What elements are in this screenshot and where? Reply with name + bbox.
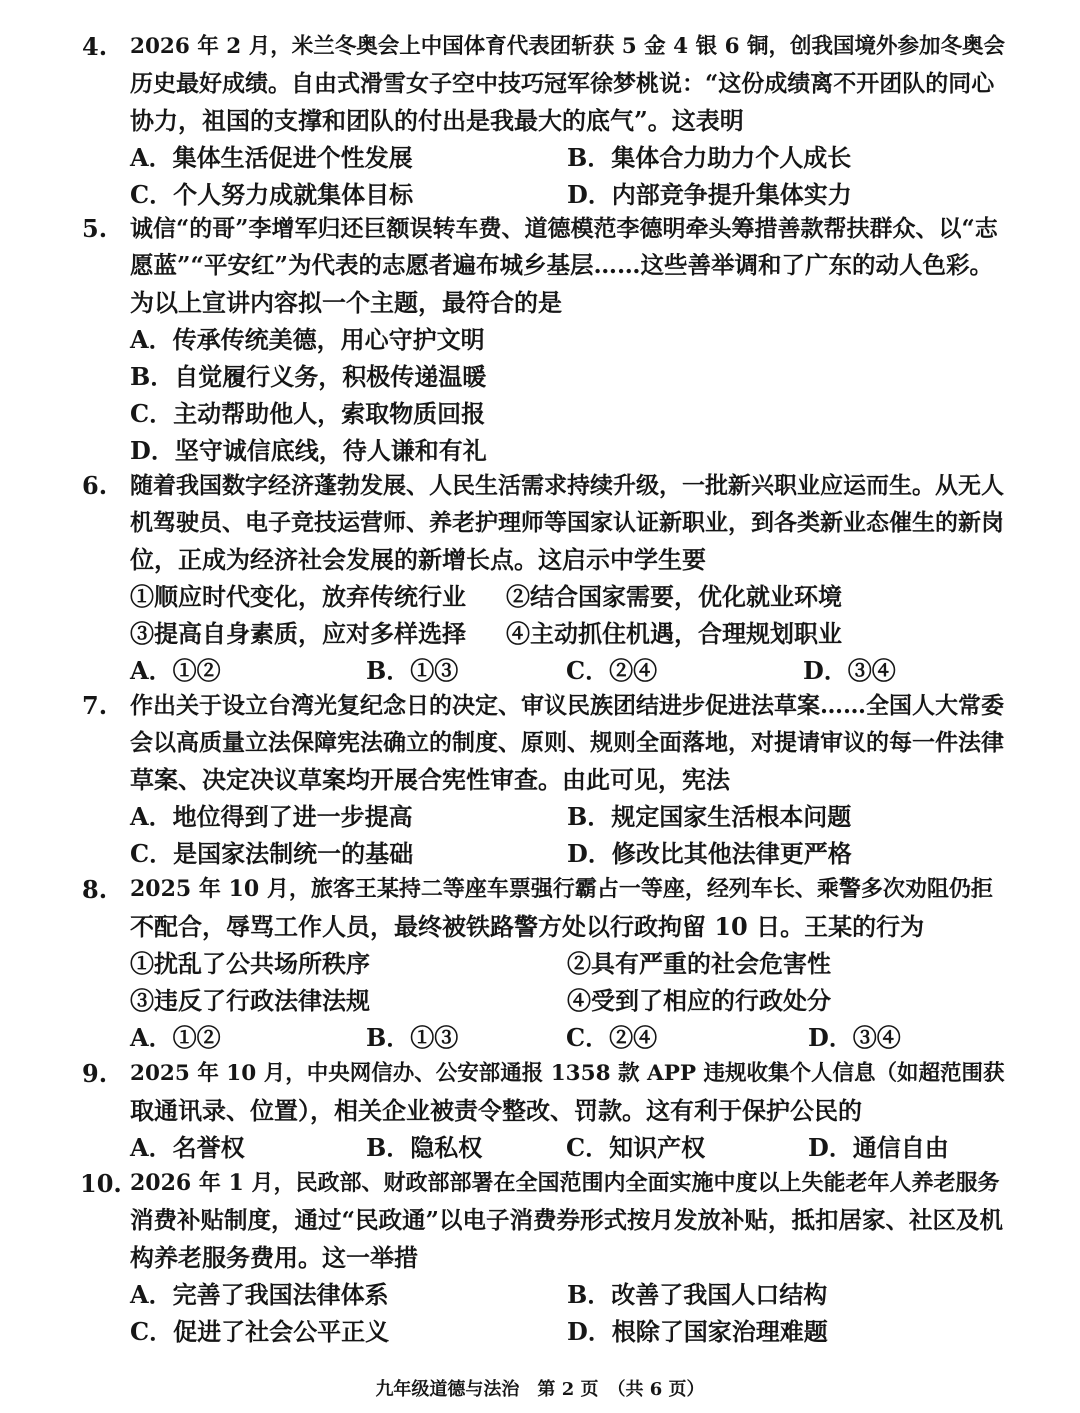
question-stem xyxy=(130,1055,1010,1129)
options-row xyxy=(0,798,1080,835)
statements-row xyxy=(0,615,1080,652)
question-number: 9. xyxy=(82,1059,108,1088)
statement-1: ①扰乱了公共场所秩序 xyxy=(130,949,370,978)
stem-line: 草案、决定决议草案均开展合宪性审查。由此可见，宪法 xyxy=(130,765,730,794)
stem-line: 历史最好成绩。自由式滑雪女子空中技巧冠军徐梦桃说：“这份成绩离不开团队的同心 xyxy=(130,70,995,97)
statement-1: ①顺应时代变化，放弃传统行业 xyxy=(130,582,466,611)
options-row xyxy=(0,1313,1080,1350)
statements-row xyxy=(0,982,1080,1019)
option-b[interactable]: B．集体合力助力个人成长 xyxy=(567,143,852,172)
statement-3: ③提高自身素质，应对多样选择 xyxy=(130,619,466,648)
options-row xyxy=(0,1129,1080,1166)
option-a[interactable]: A．地位得到了进一步提高 xyxy=(130,802,413,831)
statements-row xyxy=(0,945,1080,982)
options-row xyxy=(0,395,1080,432)
question-number: 6. xyxy=(82,471,108,500)
statement-2: ②结合国家需要，优化就业环境 xyxy=(506,582,842,611)
question-number: 5. xyxy=(82,214,108,243)
question-stem xyxy=(130,210,1010,321)
options-row xyxy=(0,176,1080,213)
stem-line: 消费补贴制度，通过“民政通”以电子消费券形式按月发放补贴，抵扣居家、社区及机 xyxy=(130,1206,1004,1234)
question-number: 7. xyxy=(82,691,108,720)
option-b[interactable]: B．自觉履行义务，积极传递温暖 xyxy=(130,362,487,391)
options-row xyxy=(0,1276,1080,1313)
question-stem xyxy=(130,28,1010,139)
question-stem xyxy=(130,687,1010,798)
question-number: 8. xyxy=(82,875,108,904)
stem-line: 作出关于设立台湾光复纪念日的决定、审议民族团结进步促进法草案……全国人大常委 xyxy=(130,692,1004,719)
options-row xyxy=(0,358,1080,395)
question-number: 10. xyxy=(80,1169,122,1198)
stem-line: 取通讯录、位置），相关企业被责令整改、罚款。这有利于保护公民的 xyxy=(130,1096,862,1125)
option-c[interactable]: C．主动帮助他人，索取物质回报 xyxy=(130,399,486,428)
option-b[interactable]: B．规定国家生活根本问题 xyxy=(567,802,852,831)
option-c[interactable]: C．个人努力成就集体目标 xyxy=(130,180,414,209)
options-row xyxy=(0,652,1080,689)
stem-line: 构养老服务费用。这一举措 xyxy=(130,1243,418,1272)
stem-line: 不配合，辱骂工作人员，最终被铁路警方处以行政拘留 10 日。王某的行为 xyxy=(130,912,925,941)
statement-3: ③违反了行政法律法规 xyxy=(130,986,370,1015)
option-c[interactable]: C．知识产权 xyxy=(566,1133,706,1162)
option-c[interactable]: C．促进了社会公平正义 xyxy=(130,1317,390,1346)
statement-4: ④受到了相应的行政处分 xyxy=(567,986,831,1015)
option-a[interactable]: A．①② xyxy=(130,1023,221,1052)
statement-2: ②具有严重的社会危害性 xyxy=(567,949,831,978)
option-c[interactable]: C．②④ xyxy=(566,656,658,685)
stem-line: 会以高质量立法保障宪法确立的制度、原则、规则全面落地，对提请审议的每一件法律 xyxy=(130,729,1004,756)
option-a[interactable]: A．完善了我国法律体系 xyxy=(130,1280,389,1309)
stem-line: 为以上宣讲内容拟一个主题，最符合的是 xyxy=(130,288,562,317)
option-a[interactable]: A．集体生活促进个性发展 xyxy=(130,143,413,172)
option-d[interactable]: D．内部竞争提升集体实力 xyxy=(567,180,852,209)
stem-line: 2025 年 10 月，旅客王某持二等座车票强行霸占一等座，经列车长、乘警多次劝阻仍拒 xyxy=(130,876,993,902)
option-c[interactable]: C．是国家法制统一的基础 xyxy=(130,839,414,868)
options-row xyxy=(0,139,1080,176)
options-row xyxy=(0,432,1080,469)
stem-line: 随着我国数字经济蓬勃发展、人民生活需求持续升级，一批新兴职业应运而生。从无人 xyxy=(130,472,1004,499)
question-stem xyxy=(130,1165,1010,1276)
option-d[interactable]: D．根除了国家治理难题 xyxy=(567,1317,828,1346)
option-b[interactable]: B．改善了我国人口结构 xyxy=(567,1280,828,1309)
stem-line: 协力，祖国的支撑和团队的付出是我最大的底气”。这表明 xyxy=(130,106,744,135)
option-c[interactable]: C．②④ xyxy=(566,1023,658,1052)
option-d[interactable]: D．③④ xyxy=(808,1023,901,1052)
option-a[interactable]: A．名誉权 xyxy=(130,1133,245,1162)
question-stem xyxy=(130,467,1010,578)
option-b[interactable]: B．①③ xyxy=(366,656,459,685)
option-d[interactable]: D．修改比其他法律更严格 xyxy=(567,839,852,868)
stem-line: 2026 年 1 月，民政部、财政部部署在全国范围内全面实施中度以上失能老年人养老服务 xyxy=(130,1170,1000,1196)
option-d[interactable]: D．③④ xyxy=(803,656,896,685)
options-row xyxy=(0,835,1080,872)
statement-4: ④主动抓住机遇，合理规划职业 xyxy=(506,619,842,648)
option-a[interactable]: A．传承传统美德，用心守护文明 xyxy=(130,325,485,354)
question-number: 4. xyxy=(82,32,108,61)
stem-line: 2026 年 2 月，米兰冬奥会上中国体育代表团斩获 5 金 4 银 6 铜，创我国境外参加冬奥会 xyxy=(130,34,1006,59)
stem-line: 位，正成为经济社会发展的新增长点。这启示中学生要 xyxy=(130,545,706,574)
option-a[interactable]: A．①② xyxy=(130,656,221,685)
page-footer: 九年级道德与法治 第 2 页 （共 6 页） xyxy=(375,1379,705,1400)
stem-line: 2025 年 10 月，中央网信办、公安部通报 1358 款 APP 违规收集个人信息（如超范围获 xyxy=(130,1061,1005,1086)
stem-line: 愿蓝”“平安红”为代表的志愿者遍布城乡基层……这些善举调和了广东的动人色彩。 xyxy=(130,251,994,279)
question-stem xyxy=(130,871,1010,945)
stem-line: 机驾驶员、电子竞技运营师、养老护理师等国家认证新职业，到各类新业态催生的新岗 xyxy=(130,509,1004,536)
option-b[interactable]: B．①③ xyxy=(366,1023,459,1052)
stem-line: 诚信“的哥”李增军归还巨额误转车费、道德模范李德明牵头筹措善款帮扶群众、以“志 xyxy=(130,215,998,242)
option-b[interactable]: B．隐私权 xyxy=(366,1133,483,1162)
option-d[interactable]: D．通信自由 xyxy=(808,1133,949,1162)
statements-row xyxy=(0,578,1080,615)
options-row xyxy=(0,1019,1080,1056)
options-row xyxy=(0,321,1080,358)
option-d[interactable]: D．坚守诚信底线，待人谦和有礼 xyxy=(130,436,487,465)
